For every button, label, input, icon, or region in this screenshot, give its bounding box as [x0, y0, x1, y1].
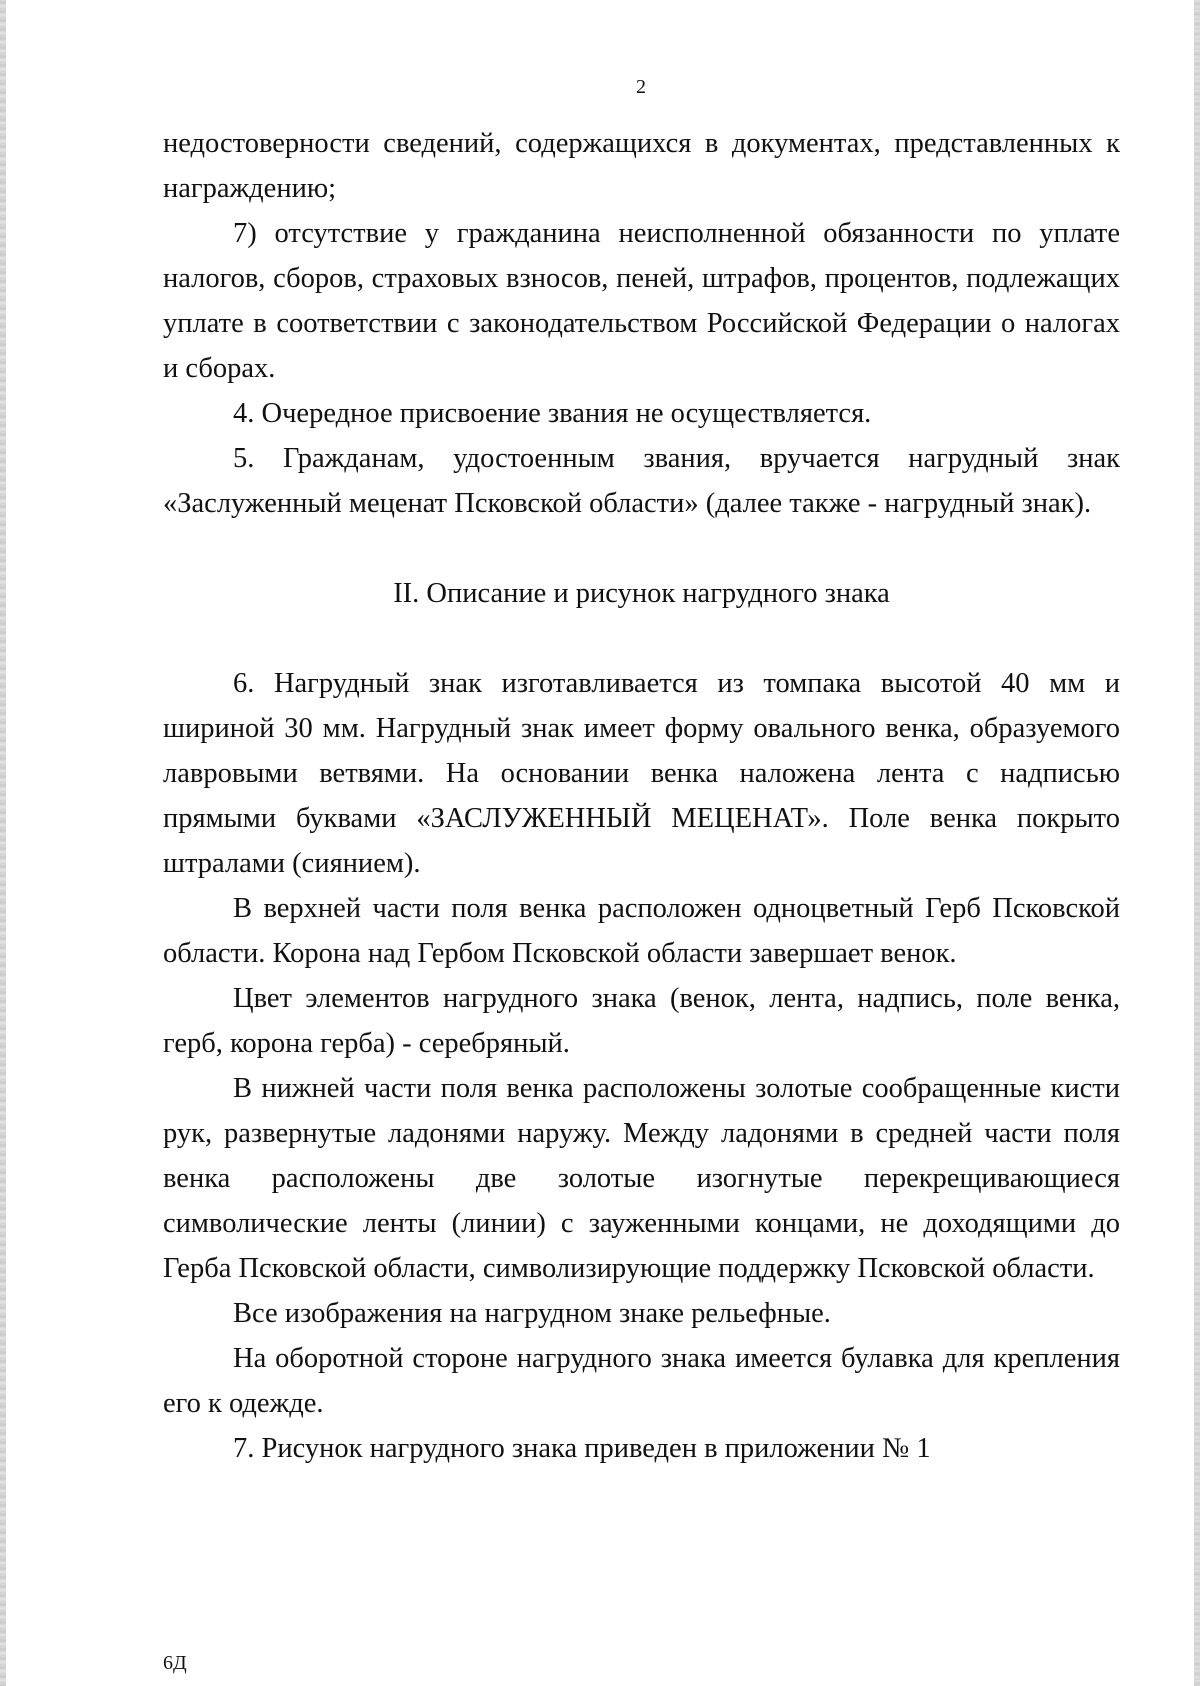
- footer-code: 6Д: [163, 1652, 187, 1674]
- page-number: 2: [636, 76, 646, 98]
- scan-edge-left: [0, 0, 6, 1686]
- paragraph-continuation: недостоверности сведений, содержащихся в документах, представленных к награждению;: [163, 128, 1120, 204]
- paragraph-upper-field: В верхней части поля венка расположен одноцветный Герб Псковской области. Корона над Гербом Псковской области завершает венок.: [163, 893, 1120, 969]
- paragraph-item-7: 7) отсутствие у гражданина неисполненной обязанности по уплате налогов, сборов, страховых взносов, пеней, штрафов, процентов, подлежащих уплате в соответствии с законодательством Российской Федерации о налогах и сборах.: [163, 218, 1120, 384]
- paragraph-clause-7: 7. Рисунок нагрудного знака приведен в приложении № 1: [233, 1433, 931, 1464]
- scan-edge-right: [1194, 0, 1200, 1686]
- section-heading: II. Описание и рисунок нагрудного знака: [393, 578, 890, 609]
- paragraph-pin: На оборотной стороне нагрудного знака имеется булавка для крепления его к одежде.: [163, 1343, 1120, 1419]
- paragraph-relief: Все изображения на нагрудном знаке рельефные.: [233, 1298, 831, 1329]
- paragraph-color: Цвет элементов нагрудного знака (венок, лента, надпись, поле венка, герб, корона герба) - серебряный.: [163, 983, 1120, 1059]
- paragraph-clause-6: 6. Нагрудный знак изготавливается из томпака высотой 40 мм и шириной 30 мм. Нагрудный знак имеет форму овального венка, образуемого лавровыми ветвями. На основании венка наложена лента с надписью прямыми буквами «ЗАСЛУЖЕННЫЙ МЕЦЕНАТ». Поле венка покрыто штралами (сиянием).: [163, 668, 1120, 879]
- document-body: [163, 121, 1120, 1471]
- paragraph-clause-4: 4. Очередное присвоение звания не осуществляется.: [233, 398, 872, 429]
- paragraph-clause-5: 5. Гражданам, удостоенным звания, вручается нагрудный знак «Заслуженный меценат Псковской области» (далее также - нагрудный знак).: [163, 443, 1120, 519]
- paragraph-lower-field: В нижней части поля венка расположены золотые сообращенные кисти рук, развернутые ладонями наружу. Между ладонями в средней части поля венка расположены две золотые изогнутые перекрещивающиеся символические ленты (линии) с зауженными концами, не доходящими до Герба Псковской области, символизирующие поддержку Псковской области.: [163, 1073, 1120, 1284]
